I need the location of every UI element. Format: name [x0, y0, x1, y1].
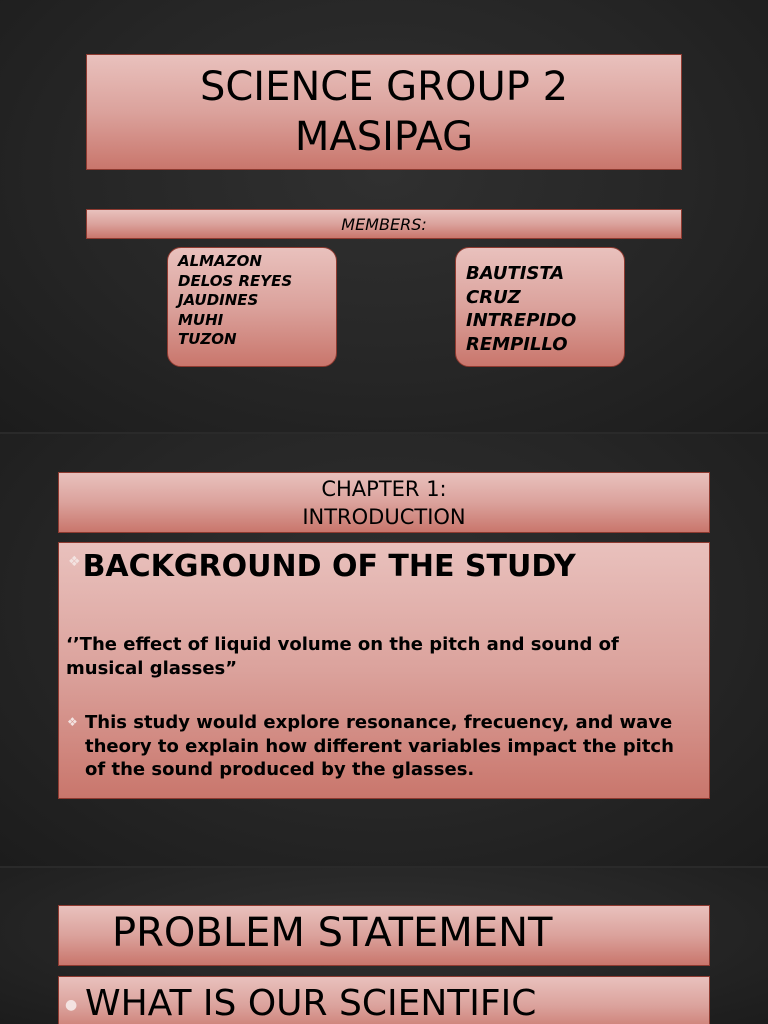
member-name: MUHI: [178, 310, 224, 329]
members-label: MEMBERS:: [341, 214, 427, 234]
chapter-title-box: [58, 472, 710, 533]
slide-introduction: [0, 434, 768, 866]
question: [65, 983, 537, 1024]
diamond-bullet-icon: ❖: [67, 715, 78, 729]
members-label-bar: [86, 209, 682, 239]
background-content-box: [58, 542, 710, 799]
slide-title: [0, 0, 768, 432]
study-description-text: This study would explore resonance, frecuency, and wave theory to explain how different variables impact the pitch of the sound produced by the glasses.: [85, 712, 674, 780]
background-heading: [68, 549, 576, 584]
slide-problem-statement: [0, 868, 768, 1024]
member-name: CRUZ: [466, 286, 521, 308]
title-box: [86, 54, 682, 170]
members-list-right: [455, 247, 625, 367]
diamond-bullet-icon: ❖: [68, 554, 81, 570]
title-line-2: MASIPAG: [294, 114, 474, 160]
problem-title-box: [58, 905, 710, 966]
question-text: WHAT IS OUR SCIENTIFIC: [85, 983, 537, 1024]
member-name: INTREPIDO: [466, 310, 577, 331]
study-title-quote: ‘’The effect of liquid volume on the pitch and sound of musical glasses”: [66, 634, 619, 679]
member-name: REMPILLO: [466, 333, 568, 355]
problem-title: PROBLEM STATEMENT: [112, 910, 553, 956]
chapter-line-2: INTRODUCTION: [302, 504, 466, 529]
question-box: [58, 976, 710, 1024]
member-name: JAUDINES: [178, 291, 259, 309]
study-description: [67, 711, 695, 782]
member-name: TUZON: [178, 330, 237, 348]
member-name: DELOS REYES: [178, 271, 293, 290]
member-name: BAUTISTA: [466, 263, 565, 284]
title-line-1: SCIENCE GROUP 2: [199, 64, 569, 110]
chapter-line-1: CHAPTER 1:: [321, 476, 447, 501]
background-heading-text: BACKGROUND OF THE STUDY: [82, 549, 576, 584]
members-list-left: [167, 247, 337, 367]
member-name: ALMAZON: [178, 252, 262, 270]
dot-bullet-icon: ●: [65, 997, 78, 1013]
